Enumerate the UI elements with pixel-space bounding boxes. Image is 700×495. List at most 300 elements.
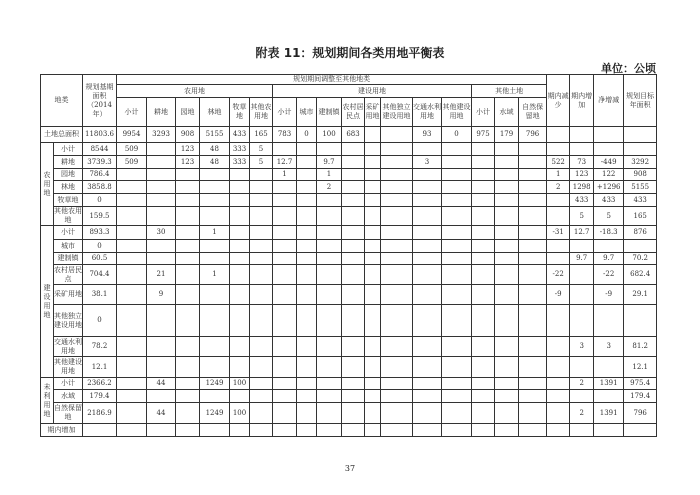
header-increase: 期内增加: [570, 75, 594, 127]
value-cell: [117, 403, 147, 424]
value-cell: [176, 265, 200, 285]
value-cell: [495, 424, 519, 437]
value-cell: 0: [442, 127, 472, 143]
value-cell: [117, 253, 147, 265]
value-cell: [365, 285, 381, 305]
value-cell: [442, 240, 472, 253]
value-cell: 682.4: [624, 265, 657, 285]
value-cell: [570, 265, 594, 285]
value-cell: [176, 285, 200, 305]
value-cell: [230, 240, 250, 253]
value-cell: [547, 357, 570, 378]
value-cell: [117, 207, 147, 226]
value-cell: [547, 390, 570, 403]
row-group-label: 未利用地: [41, 378, 54, 424]
value-cell: [297, 305, 317, 337]
value-cell: 44: [147, 378, 176, 390]
value-cell: [413, 378, 442, 390]
value-cell: [297, 424, 317, 437]
value-cell: [594, 127, 624, 143]
value-cell: [317, 265, 342, 285]
subheader: 建制镇: [317, 98, 342, 127]
value-cell: [230, 305, 250, 337]
subheader: 小计: [472, 98, 495, 127]
value-cell: [250, 424, 273, 437]
value-cell: [176, 194, 200, 207]
value-cell: [250, 337, 273, 357]
value-cell: [472, 169, 495, 181]
value-cell: [297, 194, 317, 207]
table-row: [41, 265, 657, 285]
header-other: 其他土地: [472, 85, 547, 98]
row-label: 自然保留地: [54, 403, 83, 424]
value-cell: 5: [250, 143, 273, 156]
table-row: [41, 207, 657, 226]
value-cell: [117, 337, 147, 357]
value-cell: [176, 424, 200, 437]
value-cell: 78.2: [83, 337, 117, 357]
value-cell: [230, 194, 250, 207]
row-label: 其他建设用地: [54, 357, 83, 378]
value-cell: [250, 357, 273, 378]
value-cell: [342, 194, 365, 207]
value-cell: [200, 390, 230, 403]
value-cell: [297, 285, 317, 305]
value-cell: [147, 207, 176, 226]
value-cell: [176, 169, 200, 181]
value-cell: [365, 390, 381, 403]
value-cell: -18.3: [594, 226, 624, 240]
value-cell: [472, 240, 495, 253]
value-cell: 1: [200, 265, 230, 285]
value-cell: [147, 305, 176, 337]
value-cell: [317, 253, 342, 265]
value-cell: [342, 265, 365, 285]
table-row: [41, 226, 657, 240]
value-cell: [519, 143, 547, 156]
value-cell: [381, 390, 413, 403]
value-cell: 48: [200, 156, 230, 169]
header-constr: 建设用地: [273, 85, 472, 98]
value-cell: 8544: [83, 143, 117, 156]
value-cell: [200, 285, 230, 305]
subheader: 采矿用地: [365, 98, 381, 127]
value-cell: [442, 156, 472, 169]
value-cell: 0: [83, 194, 117, 207]
value-cell: [342, 424, 365, 437]
value-cell: [317, 240, 342, 253]
subheader: 林地: [200, 98, 230, 127]
value-cell: [273, 194, 297, 207]
value-cell: [442, 390, 472, 403]
value-cell: 3739.3: [83, 156, 117, 169]
value-cell: [117, 169, 147, 181]
value-cell: [250, 390, 273, 403]
value-cell: [230, 181, 250, 194]
value-cell: [273, 253, 297, 265]
value-cell: [273, 240, 297, 253]
value-cell: [472, 194, 495, 207]
value-cell: [381, 240, 413, 253]
value-cell: [365, 240, 381, 253]
value-cell: [200, 253, 230, 265]
value-cell: 165: [250, 127, 273, 143]
value-cell: [381, 207, 413, 226]
value-cell: [472, 181, 495, 194]
value-cell: [273, 357, 297, 378]
value-cell: [147, 181, 176, 194]
subheader: 小计: [273, 98, 297, 127]
value-cell: [472, 424, 495, 437]
value-cell: 704.4: [83, 265, 117, 285]
unit-label: 单位：公顷: [601, 62, 656, 75]
value-cell: [250, 285, 273, 305]
value-cell: [365, 207, 381, 226]
value-cell: [342, 156, 365, 169]
value-cell: -449: [594, 156, 624, 169]
value-cell: [176, 240, 200, 253]
value-cell: [230, 337, 250, 357]
subheader: 交通水利用地: [413, 98, 442, 127]
table-row: [41, 194, 657, 207]
value-cell: 60.5: [83, 253, 117, 265]
value-cell: 3: [413, 156, 442, 169]
value-cell: [594, 305, 624, 337]
value-cell: 433: [230, 127, 250, 143]
row-label: 城市: [54, 240, 83, 253]
value-cell: [381, 226, 413, 240]
value-cell: [594, 143, 624, 156]
table-row: [41, 143, 657, 156]
value-cell: [342, 226, 365, 240]
value-cell: [200, 337, 230, 357]
value-cell: [342, 378, 365, 390]
value-cell: [413, 285, 442, 305]
row-label: 农村居民点: [54, 265, 82, 283]
row-label: 牧草地: [54, 194, 83, 207]
value-cell: [413, 337, 442, 357]
value-cell: [413, 169, 442, 181]
value-cell: [381, 143, 413, 156]
table-row: [41, 127, 657, 143]
value-cell: 70.2: [624, 253, 657, 265]
value-cell: [472, 265, 495, 285]
value-cell: [273, 226, 297, 240]
value-cell: [342, 253, 365, 265]
value-cell: [147, 194, 176, 207]
header-net: 净增减: [594, 75, 624, 127]
value-cell: 38.1: [83, 285, 117, 305]
value-cell: [472, 285, 495, 305]
value-cell: [147, 424, 176, 437]
value-cell: [495, 253, 519, 265]
value-cell: [495, 194, 519, 207]
value-cell: 179.4: [624, 390, 657, 403]
value-cell: [176, 403, 200, 424]
value-cell: [250, 305, 273, 337]
value-cell: [381, 253, 413, 265]
value-cell: [495, 403, 519, 424]
value-cell: [200, 169, 230, 181]
value-cell: [342, 143, 365, 156]
table-row: [41, 181, 657, 194]
value-cell: [273, 181, 297, 194]
subheader: 园地: [176, 98, 200, 127]
value-cell: 876: [624, 226, 657, 240]
value-cell: 12.7: [273, 156, 297, 169]
value-cell: [413, 240, 442, 253]
value-cell: [519, 285, 547, 305]
value-cell: [413, 194, 442, 207]
value-cell: 1: [273, 169, 297, 181]
value-cell: [413, 265, 442, 285]
value-cell: 3292: [624, 156, 657, 169]
value-cell: [519, 403, 547, 424]
value-cell: 975.4: [624, 378, 657, 390]
value-cell: [273, 265, 297, 285]
value-cell: [519, 207, 547, 226]
row-label: 土地总面积: [41, 127, 83, 143]
value-cell: [381, 265, 413, 285]
value-cell: 179.4: [83, 390, 117, 403]
value-cell: [365, 265, 381, 285]
value-cell: [442, 194, 472, 207]
value-cell: [381, 378, 413, 390]
value-cell: [547, 127, 570, 143]
value-cell: [317, 285, 342, 305]
value-cell: [147, 240, 176, 253]
value-cell: 433: [594, 194, 624, 207]
value-cell: [495, 357, 519, 378]
value-cell: [273, 403, 297, 424]
value-cell: [117, 424, 147, 437]
value-cell: [413, 357, 442, 378]
value-cell: [365, 337, 381, 357]
header-target: 规划目标年面积: [624, 75, 657, 127]
value-cell: [297, 156, 317, 169]
value-cell: [297, 390, 317, 403]
subheader: 耕地: [147, 98, 176, 127]
value-cell: [495, 305, 519, 337]
value-cell: [117, 240, 147, 253]
value-cell: 1391: [594, 403, 624, 424]
value-cell: [176, 305, 200, 337]
value-cell: 333: [230, 156, 250, 169]
value-cell: [230, 390, 250, 403]
value-cell: [176, 181, 200, 194]
value-cell: [547, 305, 570, 337]
value-cell: -22: [547, 265, 570, 285]
value-cell: [147, 253, 176, 265]
row-label: 建制镇: [54, 253, 83, 265]
value-cell: [297, 357, 317, 378]
value-cell: 159.5: [83, 207, 117, 226]
value-cell: [495, 378, 519, 390]
value-cell: [381, 403, 413, 424]
value-cell: [442, 207, 472, 226]
value-cell: [519, 424, 547, 437]
value-cell: [413, 143, 442, 156]
row-label: 其他农用地: [54, 207, 82, 224]
value-cell: 12.7: [570, 226, 594, 240]
value-cell: 2: [317, 181, 342, 194]
value-cell: [317, 305, 342, 337]
value-cell: [495, 390, 519, 403]
value-cell: 9: [147, 285, 176, 305]
value-cell: [200, 357, 230, 378]
value-cell: [570, 127, 594, 143]
subheader: 其他农用地: [250, 98, 273, 127]
table-row: [41, 337, 657, 357]
value-cell: [147, 156, 176, 169]
value-cell: 783: [273, 127, 297, 143]
row-label: 耕地: [54, 156, 83, 169]
value-cell: [495, 143, 519, 156]
value-cell: [442, 403, 472, 424]
value-cell: [147, 357, 176, 378]
land-balance-table: [40, 74, 657, 437]
table-row: [41, 403, 657, 424]
table-row: [41, 305, 657, 337]
value-cell: [147, 169, 176, 181]
value-cell: [342, 403, 365, 424]
header-base: 规划基期面积（2014年）: [83, 75, 117, 127]
value-cell: 21: [147, 265, 176, 285]
row-label: 林地: [54, 181, 83, 194]
value-cell: [200, 181, 230, 194]
value-cell: [297, 169, 317, 181]
value-cell: 975: [472, 127, 495, 143]
value-cell: [273, 337, 297, 357]
value-cell: [365, 378, 381, 390]
value-cell: [117, 390, 147, 403]
value-cell: [519, 357, 547, 378]
value-cell: [519, 378, 547, 390]
value-cell: [317, 378, 342, 390]
value-cell: [519, 240, 547, 253]
value-cell: [381, 305, 413, 337]
value-cell: 179: [495, 127, 519, 143]
value-cell: [365, 253, 381, 265]
value-cell: [381, 156, 413, 169]
value-cell: [519, 156, 547, 169]
value-cell: [594, 424, 624, 437]
value-cell: [273, 378, 297, 390]
value-cell: [547, 378, 570, 390]
value-cell: [250, 265, 273, 285]
value-cell: [342, 337, 365, 357]
value-cell: [570, 424, 594, 437]
value-cell: -31: [547, 226, 570, 240]
value-cell: [250, 169, 273, 181]
value-cell: [495, 156, 519, 169]
value-cell: [297, 265, 317, 285]
value-cell: [250, 181, 273, 194]
value-cell: 5155: [624, 181, 657, 194]
value-cell: [570, 305, 594, 337]
value-cell: 100: [317, 127, 342, 143]
header-category: 地类: [41, 75, 83, 127]
row-group-label: 建设用地: [41, 226, 54, 378]
value-cell: [273, 390, 297, 403]
value-cell: 0: [297, 127, 317, 143]
value-cell: [547, 424, 570, 437]
table-row: [41, 169, 657, 181]
value-cell: [624, 424, 657, 437]
value-cell: [570, 143, 594, 156]
value-cell: [413, 226, 442, 240]
value-cell: [342, 305, 365, 337]
value-cell: [297, 403, 317, 424]
value-cell: [381, 127, 413, 143]
value-cell: [495, 181, 519, 194]
value-cell: [230, 253, 250, 265]
value-cell: 2: [570, 378, 594, 390]
value-cell: 509: [117, 156, 147, 169]
value-cell: 9.7: [317, 156, 342, 169]
value-cell: 3: [594, 337, 624, 357]
value-cell: [317, 226, 342, 240]
value-cell: [594, 390, 624, 403]
value-cell: [317, 390, 342, 403]
value-cell: [342, 240, 365, 253]
value-cell: [381, 194, 413, 207]
row-label: 期内增加: [41, 424, 83, 437]
value-cell: [83, 424, 117, 437]
value-cell: [413, 181, 442, 194]
value-cell: [472, 378, 495, 390]
value-cell: [365, 403, 381, 424]
value-cell: [570, 390, 594, 403]
value-cell: 44: [147, 403, 176, 424]
value-cell: [624, 127, 657, 143]
value-cell: [495, 169, 519, 181]
value-cell: 0: [83, 305, 117, 337]
value-cell: [117, 285, 147, 305]
value-cell: [547, 337, 570, 357]
value-cell: [342, 181, 365, 194]
value-cell: [547, 253, 570, 265]
value-cell: [297, 240, 317, 253]
value-cell: 11803.6: [83, 127, 117, 143]
value-cell: [519, 390, 547, 403]
value-cell: [547, 403, 570, 424]
row-label: 小计: [54, 226, 83, 240]
table-row: [41, 285, 657, 305]
value-cell: [342, 169, 365, 181]
value-cell: [442, 424, 472, 437]
value-cell: [317, 424, 342, 437]
value-cell: 3858.8: [83, 181, 117, 194]
value-cell: [176, 226, 200, 240]
row-label: 小计: [54, 378, 83, 390]
value-cell: 786.4: [83, 169, 117, 181]
value-cell: 908: [176, 127, 200, 143]
value-cell: [472, 156, 495, 169]
value-cell: [273, 207, 297, 226]
value-cell: 1: [317, 169, 342, 181]
value-cell: [200, 207, 230, 226]
value-cell: 2186.9: [83, 403, 117, 424]
value-cell: 509: [117, 143, 147, 156]
value-cell: [442, 378, 472, 390]
row-label: 园地: [54, 169, 83, 181]
value-cell: 123: [176, 143, 200, 156]
value-cell: 12.1: [83, 357, 117, 378]
value-cell: [250, 226, 273, 240]
value-cell: 5: [594, 207, 624, 226]
value-cell: [365, 424, 381, 437]
